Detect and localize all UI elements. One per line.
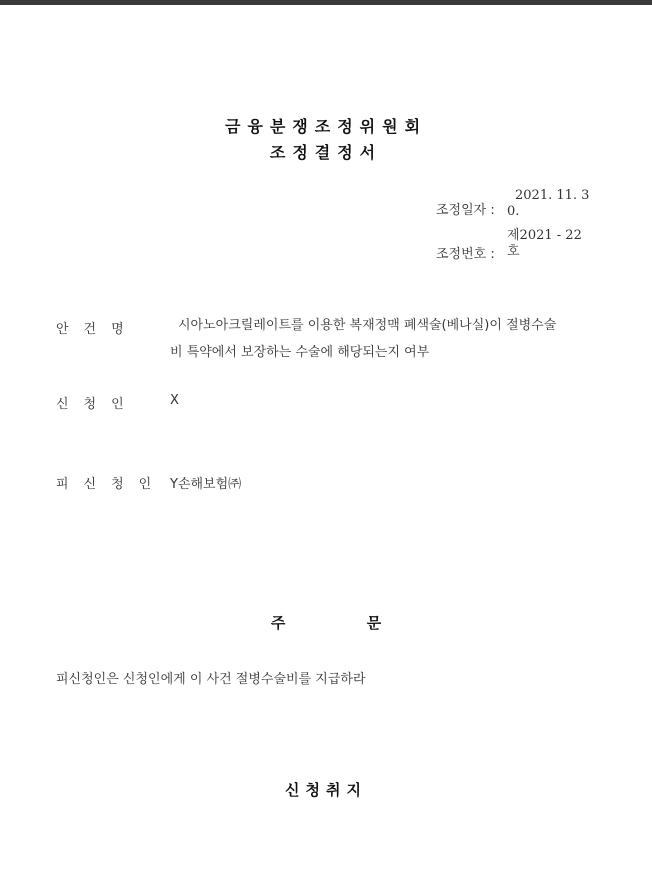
number-value: 제2021 - 22 호	[507, 228, 582, 259]
order-heading: 주 문	[270, 614, 420, 632]
top-bar	[0, 0, 652, 5]
number-label: 조정번호 :	[436, 247, 495, 262]
subject-text	[170, 312, 600, 366]
subject-line-2: 비 특약에서 보장하는 수술에 해당되는지 여부	[170, 345, 430, 360]
respondent-label: 피신청인	[56, 477, 167, 492]
applicant-value: X	[170, 393, 179, 408]
committee-title: 금융분쟁조정위원회	[224, 117, 428, 136]
date-value: 2021. 11. 30.	[507, 188, 590, 219]
document-title: 조정결정서	[269, 143, 383, 162]
date-label: 조정일자 :	[436, 203, 495, 218]
respondent-value: Y손해보험㈜	[170, 477, 242, 492]
applicant-label: 신청인	[56, 397, 139, 412]
order-text: 피신청인은 신청인에게 이 사건 절병수술비를 지급하라	[56, 672, 366, 687]
subject-label: 안건명	[56, 322, 139, 337]
claim-heading: 신청취지	[285, 781, 367, 799]
subject-line-1: 시아노아크릴레이트를 이용한 복재정맥 폐색술(베나실)이 절병수술	[178, 318, 557, 333]
